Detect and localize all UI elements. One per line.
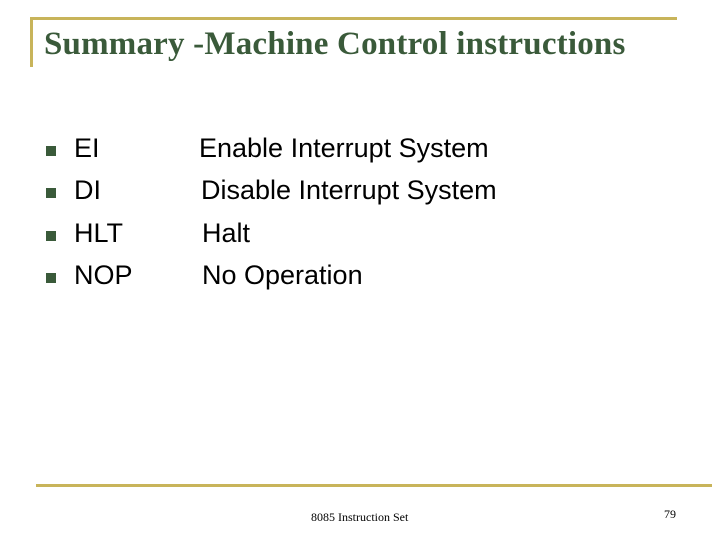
instruction-mnemonic: EI: [74, 133, 100, 163]
instruction-meaning: Enable Interrupt System: [199, 133, 489, 163]
footer-rule: [36, 484, 712, 487]
title-frame-left-rule: [30, 17, 33, 67]
instruction-meaning: Disable Interrupt System: [201, 175, 497, 205]
instruction-mnemonic: NOP: [74, 260, 133, 290]
list-item: [0, 128, 720, 168]
slide-title: Summary -Machine Control instructions: [44, 26, 626, 62]
instruction-meaning: No Operation: [202, 260, 363, 290]
list-item: [0, 256, 720, 296]
list-item: [0, 171, 720, 211]
instruction-mnemonic: DI: [74, 175, 101, 205]
page-number: 79: [664, 507, 676, 521]
title-frame-top-rule: [30, 17, 677, 20]
instruction-mnemonic: HLT: [74, 218, 124, 248]
list-item: [0, 214, 720, 254]
footer-caption: 8085 Instruction Set: [311, 510, 409, 524]
bullet-square-icon: [46, 231, 56, 241]
instruction-meaning: Halt: [202, 218, 251, 248]
bullet-square-icon: [46, 188, 56, 198]
bullet-square-icon: [46, 273, 56, 283]
bullet-square-icon: [46, 146, 56, 156]
